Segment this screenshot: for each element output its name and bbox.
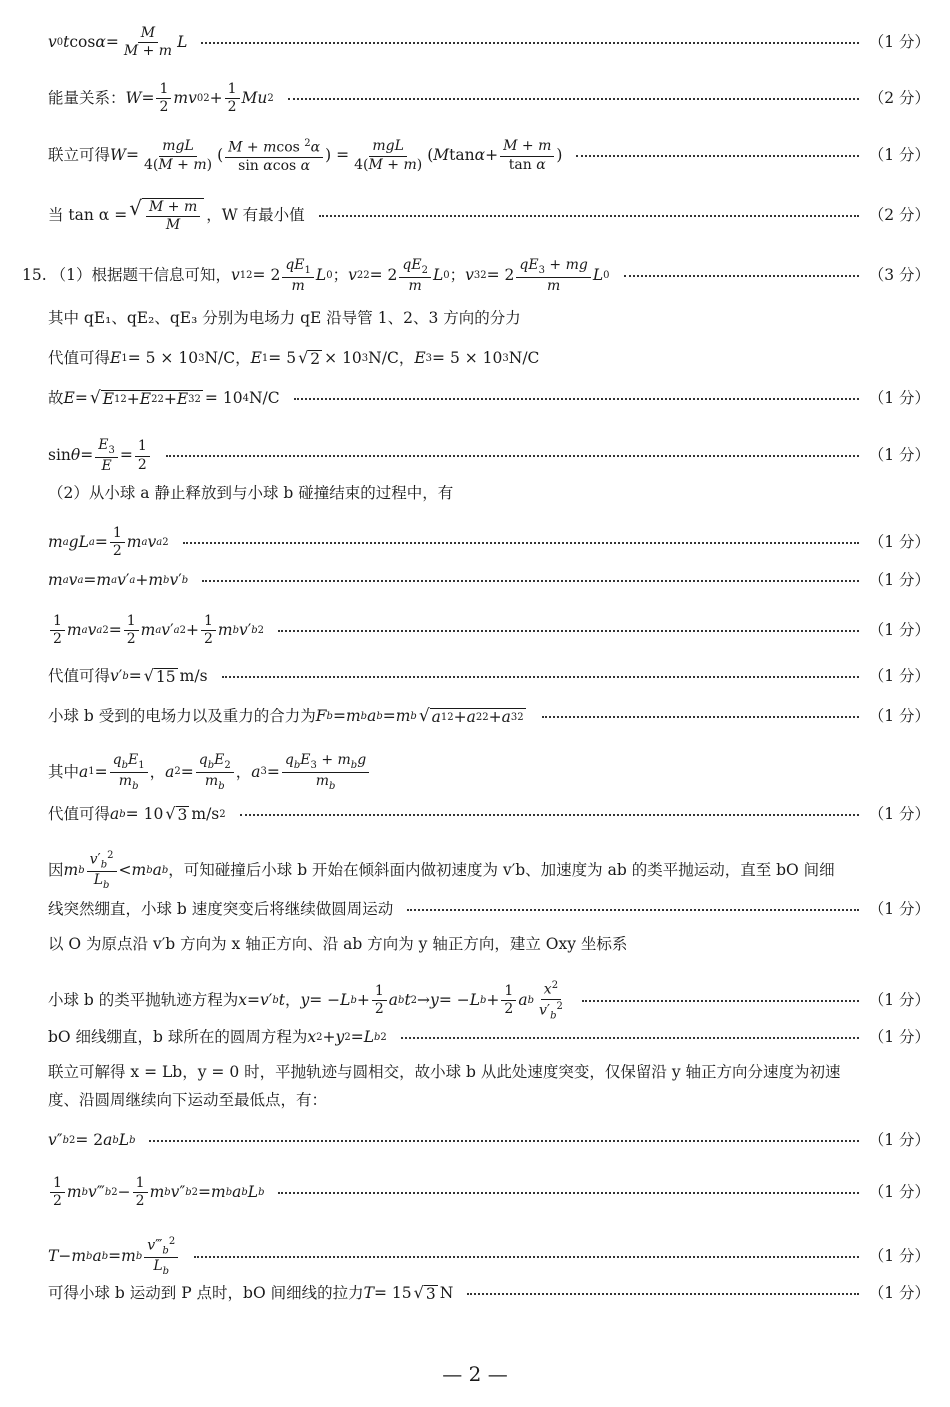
leader-dots (467, 1293, 858, 1295)
leader-dots (240, 814, 859, 816)
formula: sin θ = $\frac{E_3}{E}$ = $\frac{1}{2}$ (48, 438, 152, 474)
formula: m a v a = m a v ′ a + m b v ′ b (48, 571, 189, 589)
leader-dots (582, 1000, 859, 1002)
leader-dots (166, 455, 859, 457)
leader-dots (194, 1256, 859, 1258)
solution-line (48, 138, 930, 174)
solution-paragraph (48, 1063, 930, 1109)
score-label: （1 分） (868, 146, 930, 165)
solution-line (48, 937, 930, 953)
solution-line (48, 980, 930, 1022)
line-text: 可得小球 b 运动到 P 点时，bO 间细线的拉力 (48, 1284, 364, 1302)
score-label: （1 分） (868, 1284, 930, 1302)
leader-dots (278, 630, 859, 632)
score-label: （3 分） (868, 266, 930, 285)
solution-line (48, 311, 930, 327)
score-label: （2 分） (868, 206, 930, 225)
solution-line (48, 26, 930, 60)
leader-dots (407, 909, 858, 911)
line-text: 度、沿圆周继续向下运动至最低点，有： (48, 1090, 328, 1109)
solution-line (48, 1236, 930, 1277)
score-label: （1 分） (868, 1131, 930, 1149)
solution-line (48, 350, 930, 368)
line-text: 以 O 为原点沿 v′b 方向为 x 轴正方向、沿 ab 方向为 y 轴正方向，建立 Oxy 坐标系 (48, 935, 628, 953)
score-label: （1 分） (868, 33, 930, 52)
leader-dots (278, 1192, 858, 1194)
score-label: （2 分） (868, 89, 930, 108)
line-text: 代值可得 (48, 805, 111, 823)
leader-dots (201, 42, 858, 44)
formula: bO 细线绷直，b 球所在的圆周方程为 x 2 + y 2 = L b 2 (48, 1028, 387, 1046)
formula: （1）根据题干信息可知， v 1 2 = 2 $\frac{qE_1}{m}$ L 0 ； v 2 2 = 2 $\frac{qE_2}{m}$ L 0 ； v 3 2 = 2 $\frac{qE_3 + mg}{m}$ L 0 (50, 257, 610, 294)
leader-dots (288, 98, 859, 100)
score-label: （1 分） (868, 389, 930, 407)
leader-dots (401, 1037, 859, 1039)
line-text: 小球 b 的类平抛轨迹方程为 (48, 991, 239, 1009)
solution-line (48, 1176, 930, 1210)
score-label: （1 分） (868, 533, 930, 552)
line-text: 联立可解得 x = Lb，y = 0 时，平抛轨迹与圆相交，故小球 b 从此处速度突变，仅保留沿 y 轴正方向分速度为初速 (48, 1063, 841, 1081)
solution-line (48, 438, 930, 474)
formula: 能量关系： W = $\frac{1}{2}$ mv 0 2 + $\frac{1}{2}$ Mu 2 (48, 81, 274, 116)
solution-line (22, 258, 930, 294)
page-number: — 2 — (442, 1362, 508, 1386)
line-text: 能量关系： (48, 89, 126, 108)
formula: 代值可得 v ′ b = √ 15 m/s (48, 666, 208, 686)
formula: m a gL a = $\frac{1}{2}$ m a v a 2 (48, 525, 169, 560)
leader-dots (202, 580, 859, 582)
line-text: 联立可得 (48, 146, 111, 165)
solution-line (48, 806, 930, 824)
line-text: 线突然绷直，小球 b 速度突变后将继续做圆周运动 (48, 900, 394, 918)
solution-line (48, 198, 930, 234)
solution-line (48, 614, 930, 648)
formula: v ″ b 2 = 2 a b L b (48, 1131, 136, 1149)
leader-dots (183, 542, 859, 544)
solution-line (48, 390, 930, 408)
line-text: bO 细线绷直，b 球所在的圆周方程为 (48, 1028, 308, 1046)
solution-line (48, 573, 930, 589)
leader-dots (542, 716, 859, 718)
formula: 当 tan α = √ $\frac{M + m}{M}$ ，W 有最小值 (48, 196, 305, 234)
solution-line (48, 902, 930, 918)
line-text: 因 (48, 860, 64, 879)
line-text: 小球 b 受到的电场力以及重力的合力为 (48, 707, 316, 725)
leader-dots (149, 1140, 858, 1142)
line-text: 代值可得 (48, 349, 111, 367)
formula: 小球 b 的类平抛轨迹方程为 x = v ′ b t ， y = − L b + $\frac{1}{2}$ a b t 2 → y = − L b + $\frac{1}{2}$ a b $\frac{x^2}{v'_b^2}$ (48, 980, 563, 1022)
solution-line (48, 708, 930, 726)
score-label: （1 分） (868, 805, 930, 823)
line-text: 代值可得 (48, 667, 111, 685)
formula: 因 m b $\frac{v'_b^2}{L_b}$ < m b a b ，可知碰撞后小球 b 开始在倾斜面内做初速度为 v′b、加速度为 ab 的类平抛运动，直至 bO 间细 (48, 850, 835, 892)
solution-line (48, 1030, 930, 1046)
score-label: （1 分） (868, 446, 930, 465)
score-label: （1 分） (868, 991, 930, 1009)
formula: 故 E = √ E 1 2 + E 2 2 + E 3 2 = 10 4 N/C (48, 388, 280, 408)
score-label: （1 分） (868, 707, 930, 725)
formula: 代值可得 E 1 = 5 × 10 3 N/C， E 1 = 5 √ 2 × 10 3 N/C， E 3 = 5 × 10 3 N/C (48, 348, 540, 368)
score-label: （1 分） (868, 571, 930, 589)
line-text: 当 tan α = (48, 206, 128, 225)
formula: 代值可得 a b = 10 √ 3 m/s 2 (48, 804, 226, 824)
formula: 小球 b 受到的电场力以及重力的合力为 F b = m b a b = m b √ a 1 2 + a 2 2 + a 3 2 (48, 706, 524, 726)
line-text: （2）从小球 a 静止释放到与小球 b 碰撞结束的过程中，有 (48, 484, 454, 502)
formula: 联立可得 W = $\frac{\text{mgL}}{4(M + m)}$ ( $\frac{M + mcos ^2\alpha}{\text{sin αcos α}}$ ) = $\frac{\text{mgL}}{4(M + m)}$ ( M tan α + $\frac{M + m}{\text{tan α}}$ ) (48, 138, 563, 175)
formula: 可得小球 b 运动到 P 点时，bO 间细线的拉力 T = 15 √ 3 N (48, 1283, 454, 1303)
score-label: （1 分） (868, 1028, 930, 1046)
score-label: （1 分） (868, 1246, 930, 1265)
formula: $\frac{1}{2}$ m a v a 2 = $\frac{1}{2}$ m a v ′ a 2 + $\frac{1}{2}$ m b v ′ b 2 (48, 614, 264, 648)
formula: v 0 t cos α = $\frac{M}{M + m}$ L (48, 25, 188, 60)
solution-line (48, 753, 930, 792)
solution-line (48, 850, 930, 891)
formula: T − m b a b = m b $\frac{v‴_b^2}{L_b}$ (48, 1236, 180, 1277)
line-text: 其中 qE₁、qE₂、qE₃ 分别为电场力 qE 沿导管 1、2、3 方向的分力 (48, 309, 521, 327)
solution-line (48, 486, 930, 502)
line-text: ，可知碰撞后小球 b 开始在倾斜面内做初速度为 v′b、加速度为 ab 的类平抛运动，直至 bO 间细 (168, 860, 835, 879)
solution-line (48, 526, 930, 560)
score-label: （1 分） (868, 621, 930, 640)
solution-line (48, 668, 930, 686)
formula: $\frac{1}{2}$ m b v ‴ b 2 − $\frac{1}{2}$ m b v ″ b 2 = m b a b L b (48, 1176, 264, 1210)
solution-line (48, 1133, 930, 1149)
formula: 其中 a 1 = $\frac{q_bE_1}{m_b}$ ， a 2 = $\frac{q_bE_2}{m_b}$ ， a 3 = $\frac{q_bE_3 + m_bg}{m_b}$ (48, 753, 371, 792)
solution-line (48, 82, 930, 116)
leader-dots (624, 275, 859, 277)
line-text: （1）根据题干信息可知， (50, 266, 232, 285)
solution-line (48, 1285, 930, 1303)
leader-dots (576, 155, 858, 157)
line-text: ，W 有最小值 (206, 206, 305, 225)
score-label: （1 分） (868, 1183, 930, 1202)
score-label: （1 分） (868, 900, 930, 918)
score-label: （1 分） (868, 667, 930, 685)
leader-dots (319, 215, 859, 217)
leader-dots (294, 398, 859, 400)
line-text: 其中 (48, 762, 80, 781)
leader-dots (222, 676, 859, 678)
question-number: 15. (22, 266, 47, 285)
line-text: 故 (48, 389, 64, 407)
